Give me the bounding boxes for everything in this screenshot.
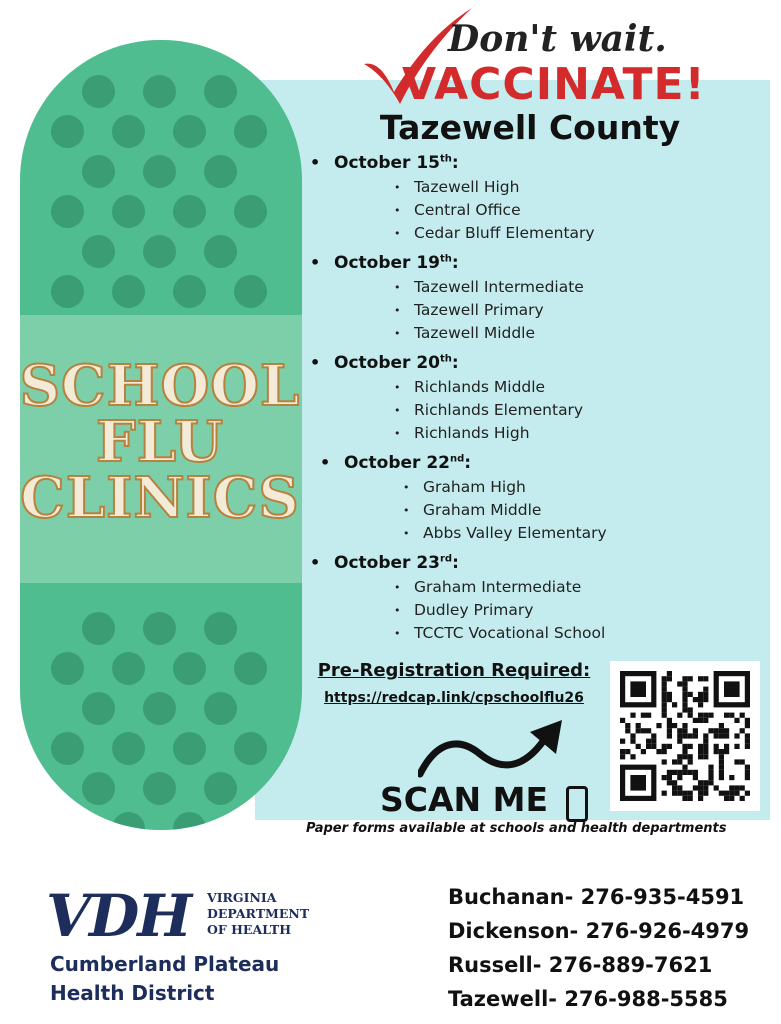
- bandage-dot: [51, 732, 84, 765]
- contact-phone: Tazewell- 276-988-5585: [448, 987, 728, 1011]
- bandage-dot: [112, 115, 145, 148]
- school-item: • Graham High: [403, 478, 526, 496]
- school-item: • Tazewell Intermediate: [394, 278, 584, 296]
- bandage-dot: [82, 155, 115, 188]
- curved-arrow-icon: [418, 718, 566, 780]
- title-line-flu: FLU: [96, 409, 224, 475]
- schedule-group: [310, 250, 770, 345]
- bandage-dot: [234, 732, 267, 765]
- bandage-dot: [143, 235, 176, 268]
- bandage-dot: [143, 692, 176, 725]
- title-line-school: SCHOOL: [19, 353, 301, 419]
- paper-forms-note: Paper forms available at schools and health departments: [306, 821, 727, 836]
- bandage-dot: [204, 75, 237, 108]
- bandage-dot: [234, 275, 267, 308]
- bandage-dot: [173, 732, 206, 765]
- pre-registration-label: Pre-Registration Required:: [317, 660, 591, 681]
- scan-me-label: SCAN ME: [380, 780, 549, 819]
- bandage-dot: [173, 652, 206, 685]
- school-item: • Central Office: [394, 201, 521, 219]
- bandage-dot: [173, 195, 206, 228]
- bandage-dot: [143, 155, 176, 188]
- date-heading: • October 15th:: [310, 153, 459, 173]
- school-item: • Graham Intermediate: [394, 578, 582, 596]
- school-item: • Richlands High: [394, 424, 530, 442]
- school-item: • Tazewell High: [394, 178, 520, 196]
- bandage-dot: [82, 75, 115, 108]
- vdh-logo: VDH: [46, 882, 191, 950]
- bandage-dot: [204, 235, 237, 268]
- bandage-dot: [234, 195, 267, 228]
- bandage-dot: [234, 652, 267, 685]
- date-heading: • October 19th:: [310, 253, 459, 273]
- bandage-dot: [112, 812, 145, 830]
- dont-wait-text: Don't wait.: [448, 18, 667, 60]
- bandage-dot: [112, 275, 145, 308]
- vdh-department-name: VIRGINIA DEPARTMENT OF HEALTH: [207, 890, 310, 937]
- bandage-dot: [82, 235, 115, 268]
- date-heading: • October 23rd:: [310, 553, 459, 573]
- bandage-dot: [51, 115, 84, 148]
- schedule-group: [310, 350, 770, 445]
- school-item: • Richlands Elementary: [394, 401, 584, 419]
- school-item: • TCCTC Vocational School: [394, 624, 606, 642]
- bandage-dot: [82, 772, 115, 805]
- bandage-dot: [143, 612, 176, 645]
- bandage-dot: [204, 692, 237, 725]
- school-flu-clinics-title: [10, 353, 310, 531]
- bandage-dot: [82, 612, 115, 645]
- schedule-group: [310, 450, 770, 545]
- bandage-dot: [51, 195, 84, 228]
- school-item: • Graham Middle: [403, 501, 542, 519]
- title-line-clinics: CLINICS: [20, 465, 300, 531]
- health-district-name: Cumberland Plateau Health District: [50, 952, 280, 1005]
- date-heading: • October 22nd:: [320, 453, 472, 473]
- schedule-group: [310, 150, 770, 245]
- registration-link[interactable]: https://redcap.link/cpschoolflu26: [324, 690, 584, 706]
- bandage-dot: [112, 195, 145, 228]
- school-item: • Abbs Valley Elementary: [403, 524, 607, 542]
- school-item: • Dudley Primary: [394, 601, 534, 619]
- bandage-dot: [82, 692, 115, 725]
- bandage-dot: [173, 812, 206, 830]
- school-item: • Tazewell Middle: [394, 324, 536, 342]
- bandage-dot: [204, 612, 237, 645]
- contact-phone: Buchanan- 276-935-4591: [448, 885, 745, 909]
- school-item: • Richlands Middle: [394, 378, 546, 396]
- bandage-dot: [112, 652, 145, 685]
- qr-code-icon[interactable]: [610, 661, 760, 811]
- bandage-dot: [173, 115, 206, 148]
- phone-icon: [566, 786, 588, 822]
- contact-phone-list: [448, 880, 749, 1016]
- bandage-dot: [204, 155, 237, 188]
- schedule-group: [310, 550, 770, 645]
- bandage-dot: [143, 75, 176, 108]
- contact-phone: Dickenson- 276-926-4979: [448, 919, 750, 943]
- bandage-dot: [143, 772, 176, 805]
- date-heading: • October 20th:: [310, 353, 459, 373]
- contact-phone: Russell- 276-889-7621: [448, 953, 713, 977]
- county-title: Tazewell County: [379, 108, 681, 147]
- bandage-dot: [173, 275, 206, 308]
- bandage-dot: [51, 812, 84, 830]
- bandage-dot: [112, 732, 145, 765]
- vaccinate-heading: VACCINATE!: [402, 59, 706, 110]
- bandage-dot: [51, 652, 84, 685]
- clinic-schedule: [310, 150, 770, 650]
- school-item: • Tazewell Primary: [394, 301, 544, 319]
- school-item: • Cedar Bluff Elementary: [394, 224, 595, 242]
- bandage-dot: [204, 772, 237, 805]
- bandage-dot: [51, 275, 84, 308]
